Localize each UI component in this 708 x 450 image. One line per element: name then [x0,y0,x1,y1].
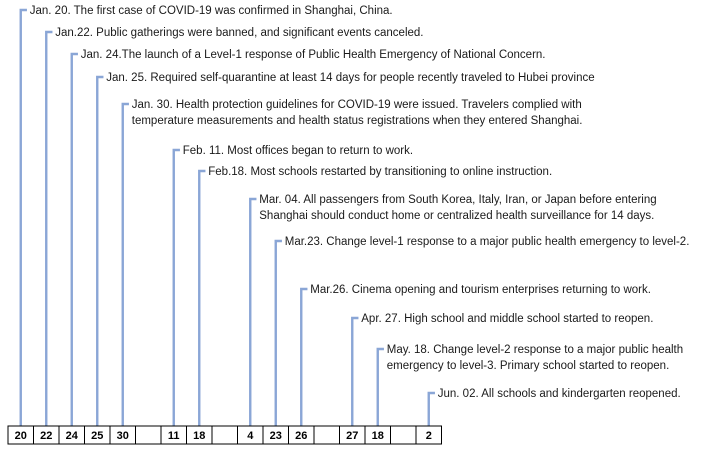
event-label: Mar.23. Change level-1 response to a major public health emergency to level-2. [284,236,690,248]
event-label: Feb.18. Most schools restarted by transitioning to online instruction. [208,166,553,178]
event-stem [352,318,357,426]
date-cell-label: 18 [371,430,384,442]
date-cell [391,426,417,444]
date-cell-label: 20 [14,430,27,442]
event-label: Jan. 30. Health protection guidelines for COVID-19 were issued. Travelers complied with [131,99,582,111]
event-stem [199,171,204,426]
date-cell-label: 11 [167,430,180,442]
event-label: Mar. 04. All passengers from South Korea, Italy, Iran, or Japan before entering [259,194,657,206]
date-cell-label: 27 [346,430,359,442]
date-cell-label: 22 [40,430,53,442]
event-label: temperature measurements and health status registrations when they entered Shanghai. [131,115,583,127]
event-stem [250,199,255,426]
event-stem [378,349,383,426]
date-cell [314,426,340,444]
event-label: Jan.22. Public gatherings were banned, and significant events canceled. [55,27,424,39]
date-axis [8,426,442,444]
event-label: Jan. 24.The launch of a Level-1 response of Public Health Emergency of National Concern. [80,49,546,61]
event-label: Apr. 27. High school and middle school started to reopen. [361,313,654,325]
event-label: Feb. 11. Most offices began to return to work. [182,145,414,157]
date-cell-label: 24 [65,430,78,442]
event-label: Jan. 25. Required self-quarantine at least 14 days for people recently traveled to Hubei province [106,72,595,84]
event-label: Mar.26. Cinema opening and tourism enterprises returning to work. [310,284,651,296]
date-cell [212,426,238,444]
date-cell-label: 4 [247,430,254,442]
event-stem [97,77,102,426]
event-stem [123,104,128,426]
event-stem [301,289,306,426]
date-cell-label: 30 [116,430,129,442]
event-label: emergency to level-3. Primary school started to reopen. [386,360,670,372]
event-stem [46,32,51,426]
event-label: May. 18. Change level-2 response to a major public health [386,344,684,356]
date-cell-label: 23 [269,430,282,442]
date-cell-label: 18 [193,430,206,442]
event-stem [174,150,179,426]
event-labels [30,5,690,400]
event-label: Jan. 20. The first case of COVID-19 was confirmed in Shanghai, China. [29,5,393,17]
date-cell-label: 25 [91,430,104,442]
event-stem [276,241,281,426]
event-stem [21,10,26,426]
date-cell-label: 26 [295,430,308,442]
event-label: Shanghai should conduct home or centralized health surveillance for 14 days. [259,210,655,222]
event-stem [72,54,77,426]
event-label: Jun. 02. All schools and kindergarten reopened. [437,388,681,400]
date-cell [136,426,162,444]
date-cell-label: 2 [425,430,432,442]
event-stem [429,393,434,426]
